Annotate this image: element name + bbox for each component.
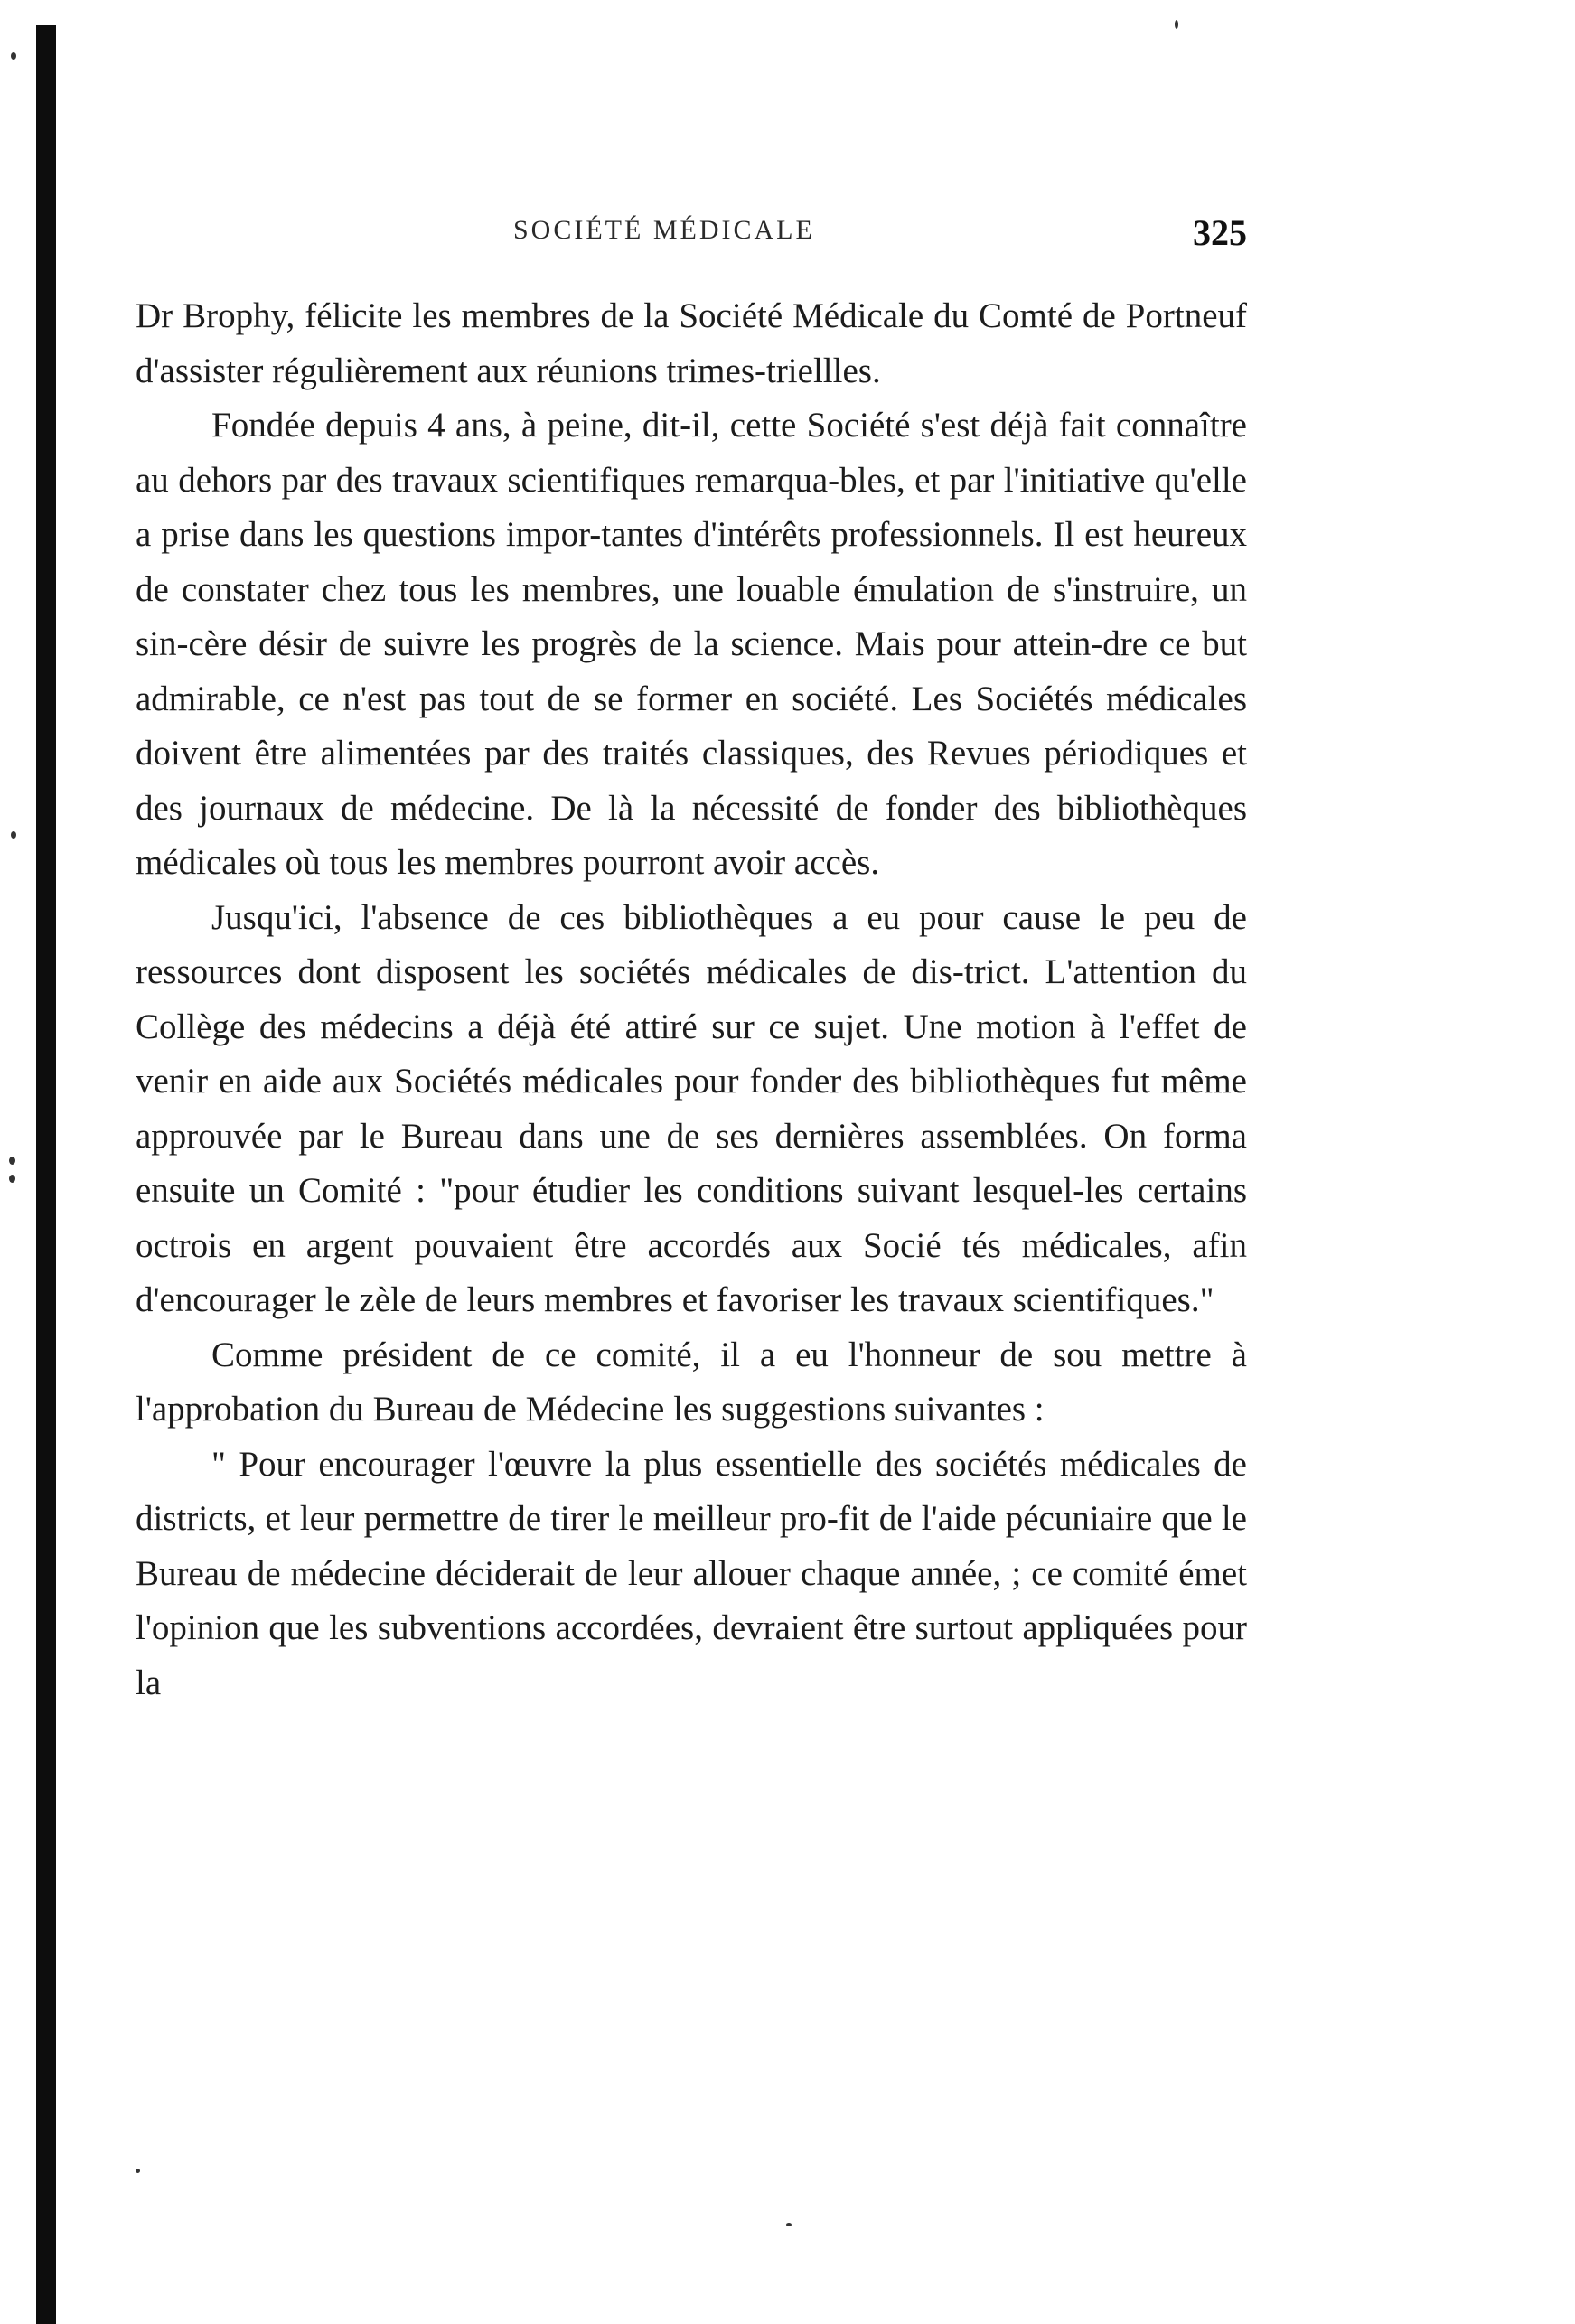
scan-speck	[1175, 20, 1178, 29]
scan-speck	[11, 831, 16, 839]
paragraph-1: Dr Brophy, félicite les membres de la Société Médicale du Comté de Portneuf d'assister régulièrement aux réunions trimes-triellles.	[136, 296, 1247, 390]
page-number: 325	[1193, 212, 1247, 253]
scan-speck	[9, 1175, 15, 1183]
page-header	[136, 212, 1247, 260]
paragraph-3: Jusqu'ici, l'absence de ces bibliothèques a eu pour cause le peu de ressources dont disposent les sociétés médicales de dis-trict. L'attention du Collège des médecins a déjà été attiré sur ce sujet. Une motion à l'effet de venir en aide aux Sociétés médicales pour fonder des bibliothèques fut même approuvée par le Bureau dans une de ses dernières assemblées. On forma ensuite un Comité : "pour étudier les conditions suivant lesquel-les certains octrois en argent pouvaient être accordés aux Socié tés médicales, afin d'encourager le zèle de leurs membres et favoriser les travaux scientifiques."	[136, 897, 1247, 1319]
body-text	[136, 289, 1247, 1710]
scan-speck	[9, 1157, 15, 1165]
running-head: SOCIÉTÉ MÉDICALE	[513, 215, 815, 245]
paragraph-5: " Pour encourager l'œuvre la plus essentielle des sociétés médicales de districts, et leur permettre de tirer le meilleur pro-fit de l'aide pécuniaire que le Bureau de médecine déciderait de leur allouer chaque année, ; ce comité émet l'opinion que les subventions accordées, devraient être surtout appliquées pour la	[136, 1444, 1247, 1702]
scan-speck	[136, 2169, 140, 2173]
scan-speck	[786, 2223, 792, 2226]
paragraph-2: Fondée depuis 4 ans, à peine, dit-il, cette Société s'est déjà fait connaître au dehors par des travaux scientifiques remarqua-bles, et par l'initiative qu'elle a prise dans les questions impor-tantes d'intérêts professionnels. Il est heureux de constater chez tous les membres, une louable émulation de s'instruire, un sin-cère désir de suivre les progrès de la science. Mais pour attein-dre ce but admirable, ce n'est pas tout de se former en société. Les Sociétés médicales doivent être alimentées par des traités classiques, des Revues périodiques et des journaux de médecine. De là la nécessité de fonder des bibliothèques médicales où tous les membres pourront avoir accès.	[136, 406, 1247, 882]
page-binding-edge	[36, 25, 56, 2324]
paragraph-4: Comme président de ce comité, il a eu l'honneur de sou mettre à l'approbation du Bureau de Médecine les suggestions suivantes :	[136, 1335, 1247, 1429]
scan-speck	[11, 52, 16, 60]
